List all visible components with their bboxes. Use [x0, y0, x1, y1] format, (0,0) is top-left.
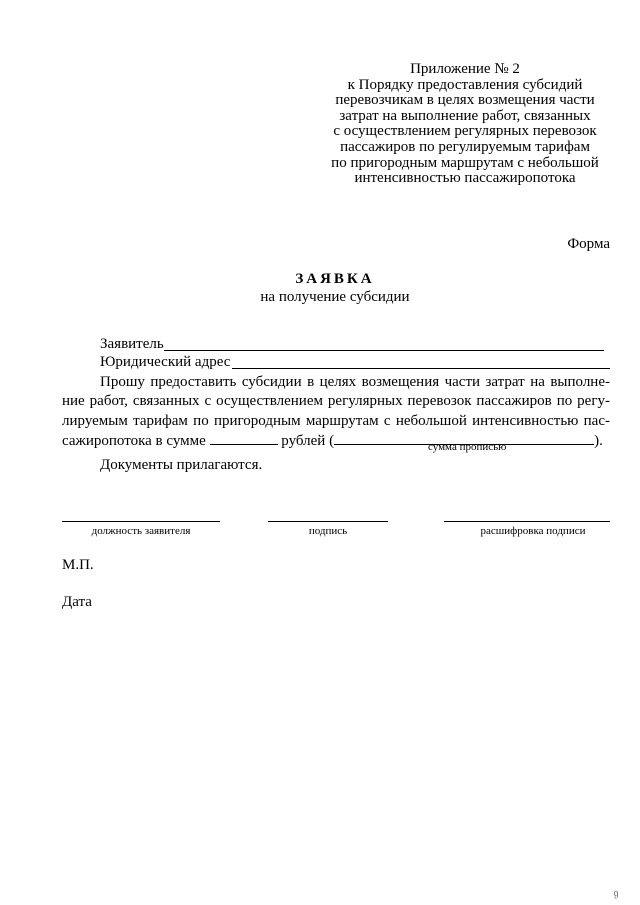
paragraph-line-amount [62, 431, 610, 451]
document-subtitle: на получение субсидии [260, 289, 410, 305]
signature-caption: подпись [308, 525, 348, 537]
paragraph-line: ние работ, связанных с осуществлением регулярных перевозок пассажиров по регу- [62, 393, 610, 410]
documents-attached: Документы прилагаются. [100, 457, 263, 473]
position-line[interactable] [62, 521, 220, 522]
paragraph-line: лируемым тарифам по пригородным маршрутам с небольшой интенсивностью пас- [62, 412, 610, 429]
amount-in-words-caption: сумма прописью [428, 441, 507, 453]
appendix-header [320, 62, 610, 187]
amount-label: сажиропотока в сумме [62, 433, 206, 450]
legal-address-label: Юридический адрес [100, 354, 231, 370]
appendix-line: к Порядку предоставления субсидий [347, 76, 583, 93]
appendix-line: затрат на выполнение работ, связанных [339, 107, 591, 124]
page-mark: ℊ [609, 886, 622, 900]
appendix-line: пассажиров по регулируемым тарифам [340, 138, 590, 155]
legal-address-field[interactable] [232, 368, 610, 369]
applicant-label: Заявитель [100, 336, 164, 352]
appendix-line: с осуществлением регулярных перевозок [333, 123, 597, 140]
form-label: Форма [567, 236, 610, 252]
appendix-line: по пригородным маршрутам с небольшой [331, 154, 599, 171]
rubles-label: рублей ( [281, 433, 335, 450]
appendix-line: интенсивностью пассажиропотока [354, 170, 576, 187]
amount-field[interactable] [210, 431, 278, 445]
document-title: ЗАЯВКА [295, 271, 375, 287]
closing-paren: ). [594, 433, 603, 450]
decryption-line[interactable] [444, 521, 610, 522]
applicant-field[interactable] [164, 350, 604, 351]
appendix-line: перевозчикам в целях возмещения части [335, 92, 595, 109]
appendix-line: Приложение № 2 [410, 61, 520, 77]
paragraph-line: Прошу предоставить субсидии в целях возмещения части затрат на выполне- [100, 374, 610, 390]
decryption-caption: расшифровка подписи [480, 525, 586, 537]
date-label: Дата [62, 594, 92, 610]
signature-line[interactable] [268, 521, 388, 522]
request-paragraph [62, 373, 610, 452]
position-caption: должность заявителя [91, 525, 191, 537]
stamp-place: М.П. [62, 557, 94, 573]
